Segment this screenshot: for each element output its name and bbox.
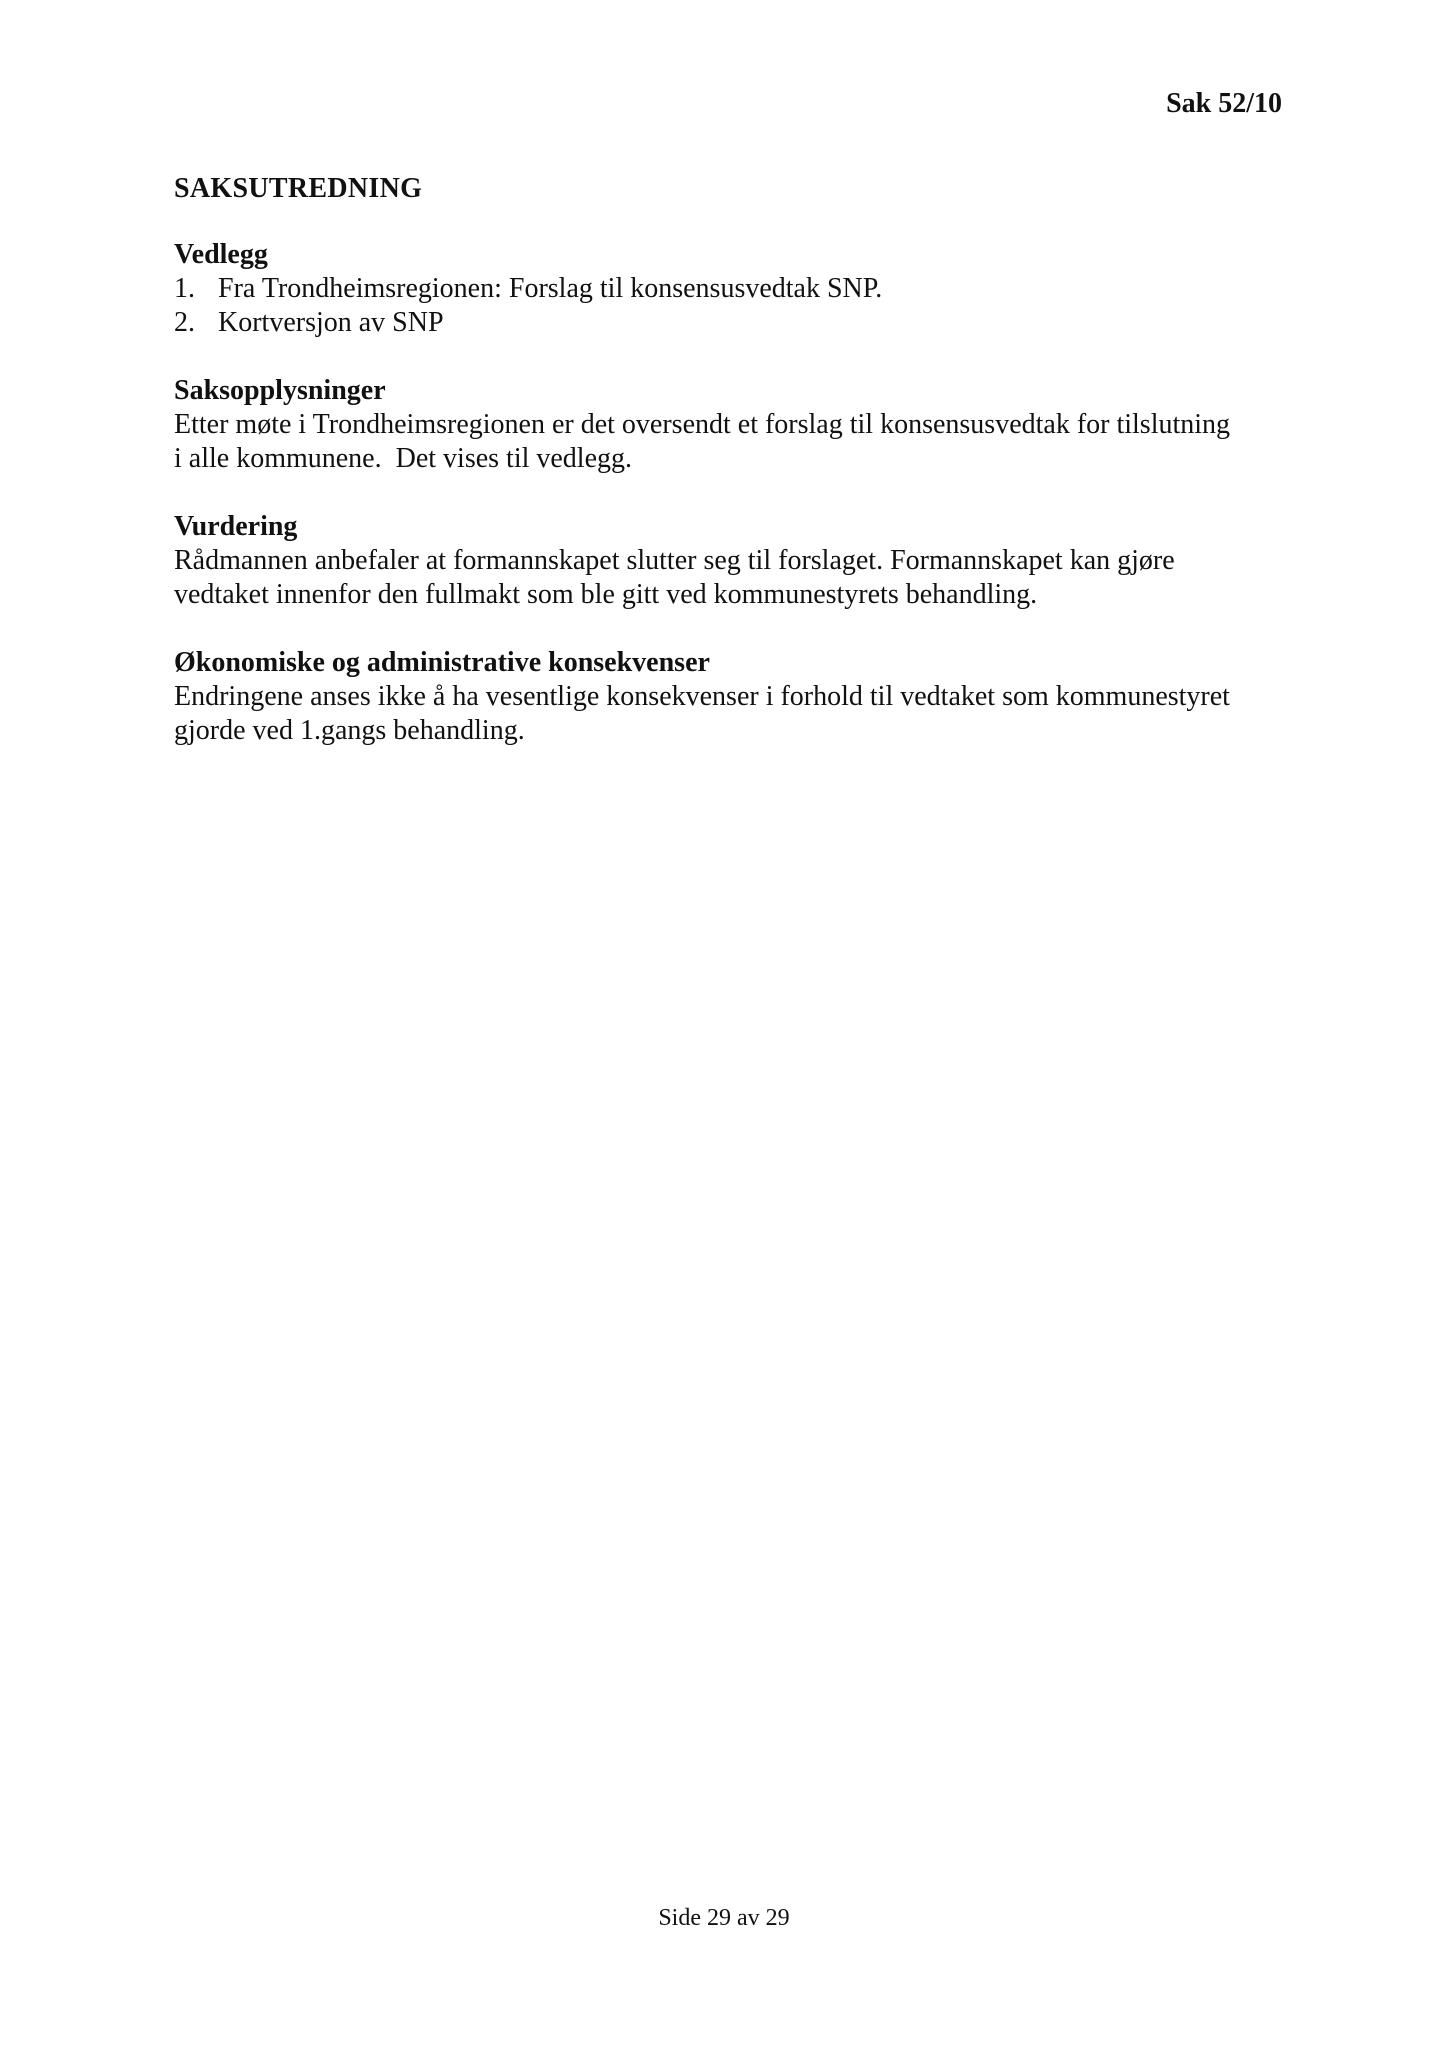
consequences-heading: Økonomiske og administrative konsekvenser [174,647,710,678]
case-number: Sak 52/10 [1166,88,1282,119]
assessment-line: Rådmannen anbefaler at formannskapet slutter seg til forslaget. Formannskapet kan gjøre [174,545,1175,576]
page-number: Side 29 av 29 [658,1905,790,1931]
assessment-section [174,510,1284,612]
information-section [174,374,1284,476]
attachment-text: Fra Trondheimsregionen: Forslag til konsensusvedtak SNP. [218,273,883,304]
attachment-item [174,272,1284,306]
attachment-item [174,306,1284,340]
document-title: SAKSUTREDNING [174,173,423,204]
consequences-section [174,646,1284,748]
assessment-line: vedtaket innenfor den fullmakt som ble gitt ved kommunestyrets behandling. [174,579,1038,610]
information-line: Etter møte i Trondheimsregionen er det oversendt et forslag til konsensusvedtak for tilslutning [174,409,1231,440]
attachments-heading: Vedlegg [174,239,268,270]
assessment-heading: Vurdering [174,511,298,542]
information-heading: Saksopplysninger [174,375,386,406]
consequences-line: Endringene anses ikke å ha vesentlige konsekvenser i forhold til vedtaket som kommunestyret [174,681,1230,712]
attachment-list [174,272,1284,340]
attachment-number: 2. [174,307,195,338]
document-body [174,172,1284,782]
attachments-section [174,238,1284,340]
consequences-line: gjorde ved 1.gangs behandling. [174,715,525,746]
attachment-text: Kortversjon av SNP [218,307,444,338]
information-line: i alle kommunene. Det vises til vedlegg. [174,443,633,474]
attachment-number: 1. [174,273,195,304]
